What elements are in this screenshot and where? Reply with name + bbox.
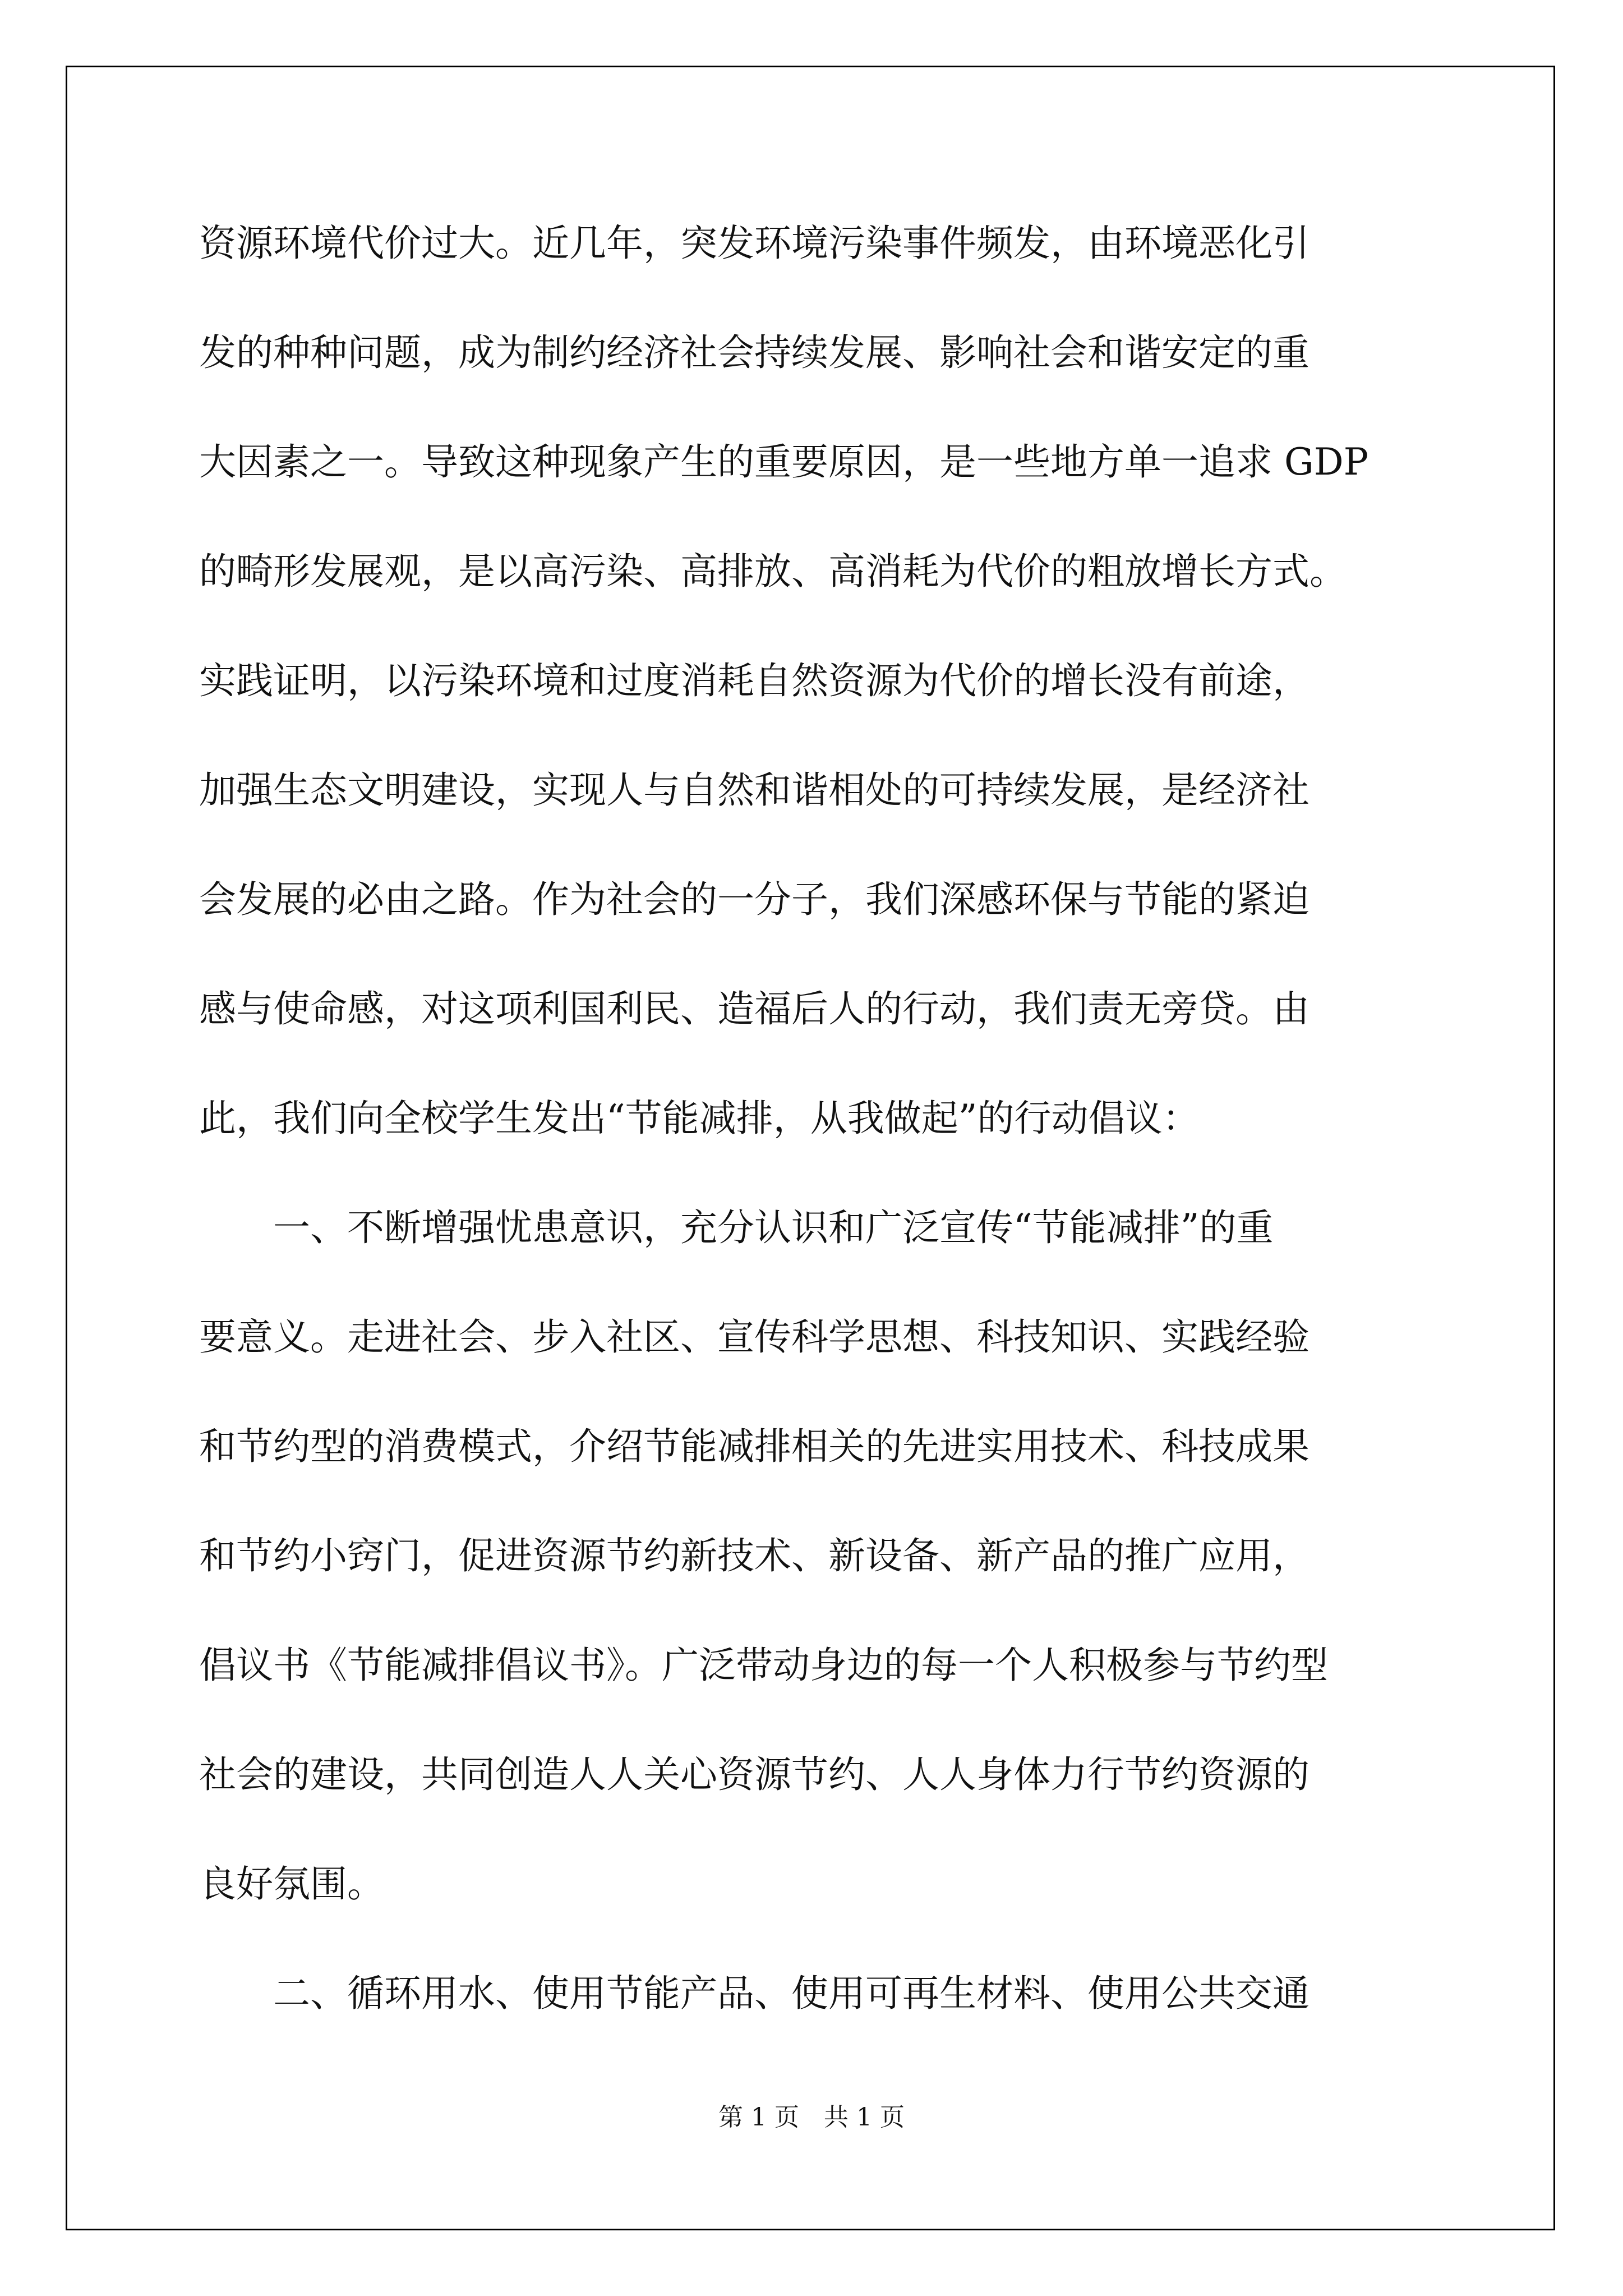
page-footer: 第 1 页 共 1 页 <box>718 2103 905 2132</box>
text-line: 的畸形发展观，是以高污染、高排放、高消耗为代价的粗放增长方式。 <box>199 550 1347 593</box>
text-line: 实践证明，以污染环境和过度消耗自然资源为代价的增长没有前途， <box>199 659 1310 702</box>
text-line: 社会的建设，共同创造人人关心资源节约、人人身体力行节约资源的 <box>199 1753 1310 1796</box>
text-line: 二、循环用水、使用节能产品、使用可再生材料、使用公共交通 <box>199 1972 1310 2015</box>
text-line: 此，我们向全校学生发出“节能减排，从我做起”的行动倡议： <box>199 1097 1200 1140</box>
text-line: 加强生态文明建设，实现人与自然和谐相处的可持续发展，是经济社 <box>199 769 1310 812</box>
text-line: 会发展的必由之路。作为社会的一分子，我们深感环保与节能的紧迫 <box>199 878 1310 921</box>
text-line: 发的种种问题，成为制约经济社会持续发展、影响社会和谐安定的重 <box>199 331 1310 374</box>
text-line: 和节约小窍门，促进资源节约新技术、新设备、新产品的推广应用， <box>199 1534 1310 1577</box>
text-line: 一、不断增强忧患意识，充分认识和广泛宣传“节能减排”的重 <box>199 1206 1274 1249</box>
text-line: 大因素之一。导致这种现象产生的重要原因，是一些地方单一追求 GDP <box>199 440 1369 484</box>
text-line: 良好氛围。 <box>199 1862 384 1906</box>
document-body <box>199 213 1433 2073</box>
text-line: 感与使命感，对这项利国利民、造福后人的行动，我们责无旁贷。由 <box>199 987 1310 1030</box>
text-line: 和节约型的消费模式，介绍节能减排相关的先进实用技术、科技成果 <box>199 1425 1310 1468</box>
text-line: 倡议书《节能减排倡议书》。广泛带动身边的每一个人积极参与节约型 <box>199 1644 1328 1687</box>
text-line: 要意义。走进社会、步入社区、宣传科学思想、科技知识、实践经验 <box>199 1315 1310 1359</box>
text-line: 资源环境代价过大。近几年，突发环境污染事件频发，由环境恶化引 <box>199 222 1310 265</box>
